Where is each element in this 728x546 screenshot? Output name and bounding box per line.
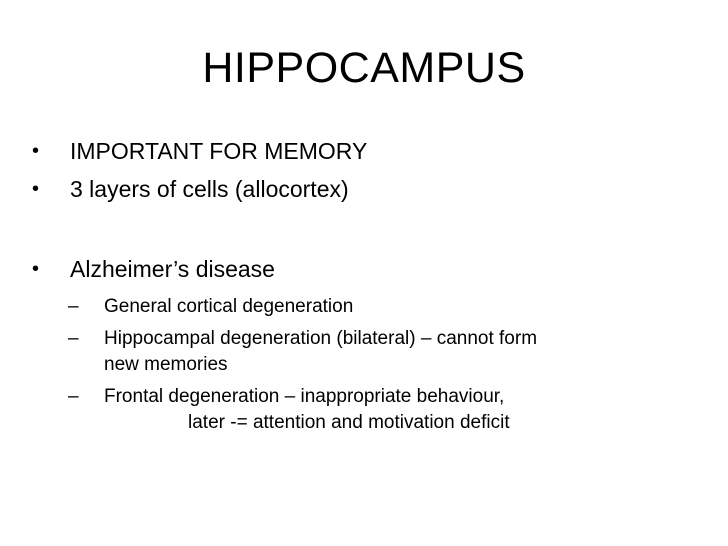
- bullet-item: [32, 132, 712, 170]
- bullet-item: [32, 250, 712, 288]
- sub-bullet-item: [68, 294, 712, 320]
- bullet-text: 3 layers of cells (allocortex): [70, 176, 349, 202]
- sub-bullet-item: [68, 326, 712, 378]
- sub-bullet-list: [32, 294, 712, 436]
- bullet-text: IMPORTANT FOR MEMORY: [70, 138, 368, 164]
- bullet-mark: •: [32, 140, 40, 162]
- sub-bullet-text-continued: new memories: [104, 354, 228, 375]
- sub-bullet-text: General cortical degeneration: [104, 296, 354, 317]
- bullet-list: [32, 132, 712, 436]
- sub-bullet-text: Hippocampal degeneration (bilateral) – cannot form: [104, 328, 538, 349]
- bullet-item: [32, 170, 712, 208]
- spacer: [32, 208, 712, 250]
- sub-bullet-mark: –: [68, 386, 79, 407]
- bullet-mark: •: [32, 258, 40, 280]
- sub-bullet-mark: –: [68, 296, 79, 317]
- sub-bullet-item: [68, 384, 712, 436]
- sub-bullet-text: Frontal degeneration – inappropriate behaviour,: [104, 386, 505, 407]
- sub-bullet-text-continued: later -= attention and motivation deficit: [188, 412, 510, 433]
- bullet-mark: •: [32, 178, 40, 200]
- sub-bullet-mark: –: [68, 328, 79, 349]
- slide-title: HIPPOCAMPUS: [202, 44, 526, 92]
- bullet-text: Alzheimer’s disease: [70, 256, 275, 282]
